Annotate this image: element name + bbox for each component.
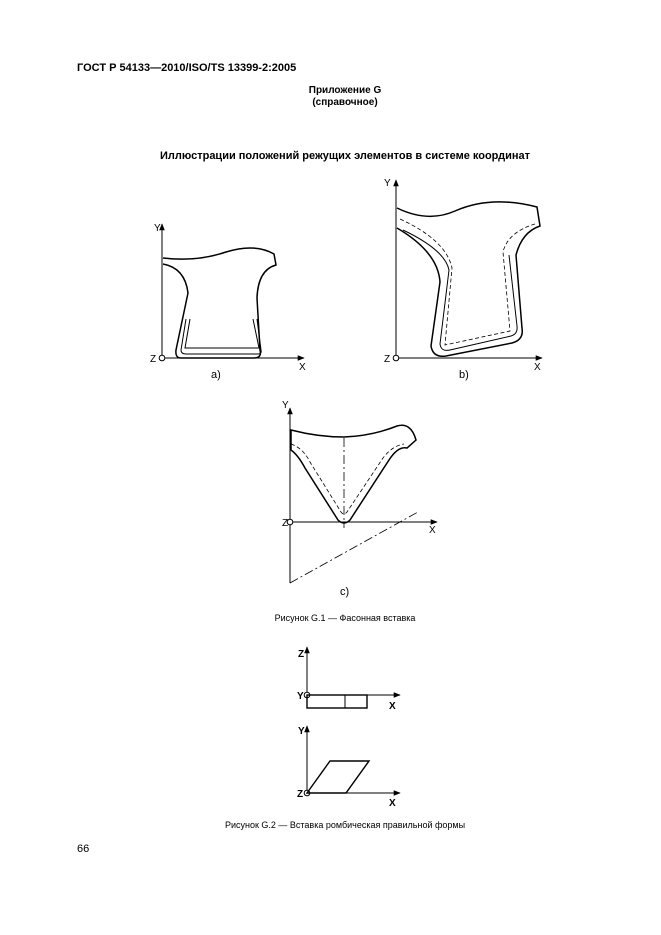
insert-cutting-edge (181, 319, 261, 354)
figure-g1-panel-a (150, 223, 306, 381)
origin-label: Z (297, 789, 304, 800)
annex-note: (справочное) (312, 97, 378, 108)
x-axis-label: X (389, 701, 396, 712)
x-axis-label: X (389, 798, 396, 809)
origin-label: Z (150, 354, 157, 365)
section-title: Иллюстрации положений режущих элементов в системе координат (159, 150, 531, 162)
origin-label: Z (282, 518, 289, 529)
figure-g1-caption: Рисунок G.1 — Фасонная вставка (274, 613, 416, 623)
x-axis-label: X (299, 362, 306, 373)
panel-label: c) (340, 586, 350, 598)
origin-label: Y (297, 691, 304, 702)
insert-cutting-edge (403, 230, 517, 350)
figure-g2-top-view (297, 647, 400, 712)
y-axis-label: Y (384, 178, 391, 189)
panel-label: b) (459, 369, 469, 381)
figure-g2-caption: Рисунок G.2 — Вставка ромбическая правильной формы (224, 820, 466, 830)
insert-outline (397, 202, 540, 356)
rhombic-insert-side-view (307, 695, 367, 708)
y-axis-label: Y (154, 223, 161, 234)
origin-marker (393, 355, 399, 361)
rhombic-insert-top-view (307, 761, 369, 793)
insert-dashed-contour (400, 219, 535, 345)
document-code: ГОСТ Р 54133—2010/ISO/TS 13399-2:2005 (77, 62, 297, 74)
insert-outline (163, 248, 276, 358)
panel-label: a) (211, 369, 221, 381)
page-number: 66 (77, 843, 90, 855)
annex-title: Приложение G (308, 85, 382, 96)
x-axis-label: X (429, 525, 436, 536)
y-axis-label: Y (298, 726, 305, 737)
origin-marker (159, 355, 165, 361)
y-axis-label: Y (282, 400, 289, 411)
x-axis-label: X (534, 362, 541, 373)
origin-label: Z (384, 354, 391, 365)
insert-dashed-contour (291, 444, 404, 514)
figure-g1-panel-c (282, 400, 437, 598)
insert-outline (291, 425, 416, 523)
z-axis-label: Z (298, 649, 305, 660)
figure-g2-bottom-view (297, 726, 400, 809)
insert-cutting-edge-inner (185, 319, 259, 348)
figure-g1-panel-b (384, 178, 542, 381)
construction-line (290, 512, 418, 583)
